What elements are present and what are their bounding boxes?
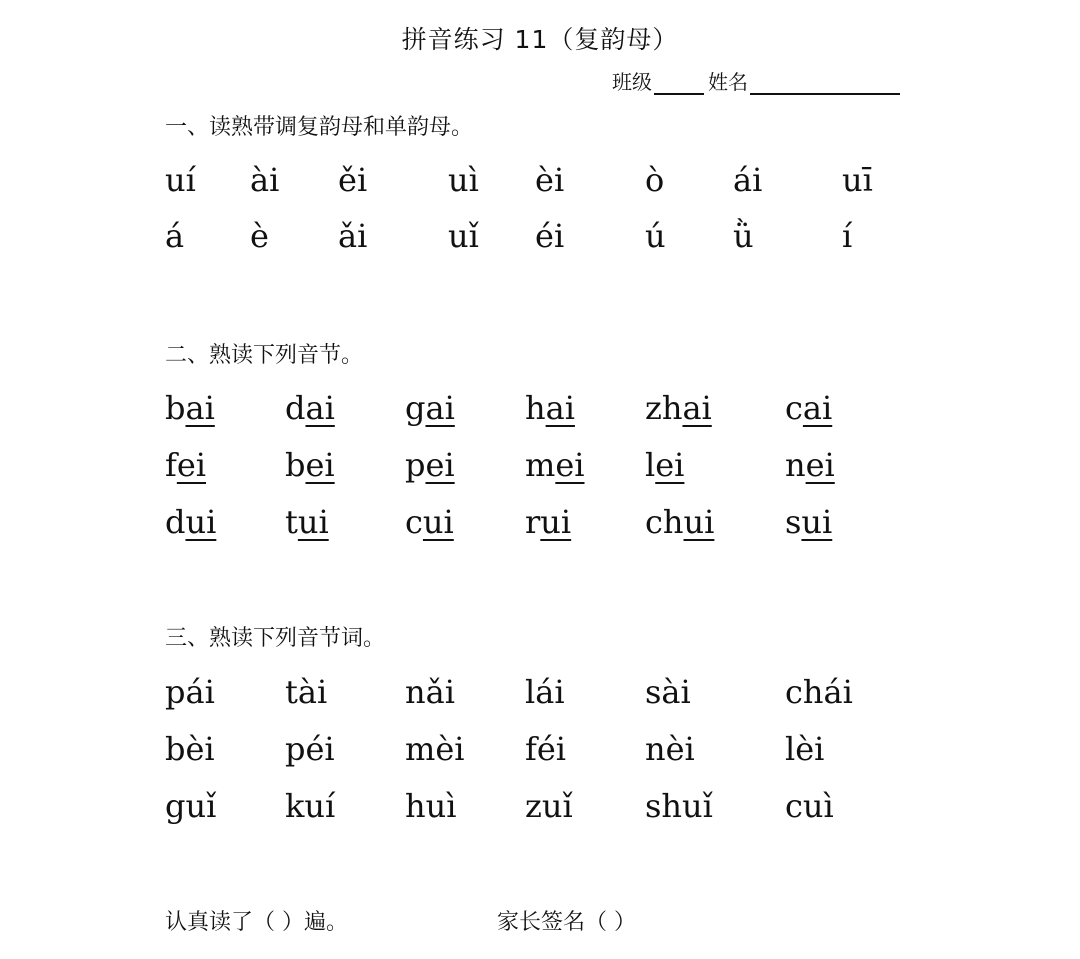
initial: f xyxy=(165,446,177,484)
student-info xyxy=(612,66,900,95)
pinyin-cell xyxy=(165,446,207,484)
initial: l xyxy=(645,446,656,484)
pinyin-cell xyxy=(405,446,455,484)
initial: ch xyxy=(645,503,684,541)
pinyin-cell xyxy=(405,503,454,541)
pinyin-cell: lái xyxy=(525,673,565,711)
final-underlined: ei xyxy=(176,446,207,484)
section-2-heading: 二、熟读下列音节。 xyxy=(165,343,364,368)
pinyin-cell xyxy=(525,503,572,541)
pinyin-cell: ú xyxy=(645,217,666,255)
pinyin-cell: ěi xyxy=(338,161,368,199)
pinyin-cell: shuǐ xyxy=(645,787,713,825)
pinyin-cell: è xyxy=(250,217,269,255)
pinyin-cell: á xyxy=(165,217,185,255)
pinyin-cell: zuǐ xyxy=(525,787,573,825)
pinyin-cell: tài xyxy=(285,673,328,711)
initial: s xyxy=(785,503,802,541)
final-underlined: ai xyxy=(682,389,712,427)
pinyin-cell xyxy=(785,446,835,484)
initial: n xyxy=(785,446,806,484)
final-underlined: ei xyxy=(305,446,335,484)
pinyin-cell: ò xyxy=(645,161,665,199)
pinyin-cell: guǐ xyxy=(165,787,217,825)
class-label: 班级 xyxy=(612,70,652,94)
pinyin-cell: ái xyxy=(733,161,763,199)
pinyin-cell: ài xyxy=(250,161,280,199)
final-underlined: ei xyxy=(555,446,585,484)
initial: d xyxy=(165,503,186,541)
final-underlined: ui xyxy=(297,503,329,541)
pinyin-cell: pái xyxy=(165,673,215,711)
pinyin-cell: í xyxy=(842,217,853,255)
pinyin-cell: péi xyxy=(285,730,335,768)
name-blank xyxy=(750,73,900,95)
page-title: 拼音练习 11（复韵母） xyxy=(401,25,679,54)
pinyin-cell xyxy=(785,503,833,541)
pinyin-cell: sài xyxy=(645,673,691,711)
pinyin-cell xyxy=(645,503,715,541)
pinyin-cell: ǜ xyxy=(733,217,754,255)
section-1-heading: 一、读熟带调复韵母和单韵母。 xyxy=(165,115,474,140)
pinyin-cell: kuí xyxy=(285,787,336,825)
initial: d xyxy=(285,389,306,427)
final-underlined: ui xyxy=(801,503,833,541)
initial: h xyxy=(525,389,546,427)
pinyin-cell xyxy=(525,389,575,427)
initial: b xyxy=(285,446,306,484)
read-times-line: 认真读了（ ）遍。 xyxy=(165,910,348,935)
pinyin-cell xyxy=(645,446,685,484)
pinyin-cell xyxy=(285,389,335,427)
initial: c xyxy=(405,503,423,541)
pinyin-cell: chái xyxy=(785,673,853,711)
pinyin-cell: mèi xyxy=(405,730,465,768)
pinyin-cell: uǐ xyxy=(448,217,479,255)
pinyin-cell: uí xyxy=(165,161,196,199)
class-blank xyxy=(654,73,704,95)
name-label: 姓名 xyxy=(708,70,748,94)
initial: t xyxy=(285,503,298,541)
initial: m xyxy=(525,446,556,484)
final-underlined: ai xyxy=(185,389,215,427)
final-underlined: ei xyxy=(805,446,835,484)
initial: r xyxy=(525,503,541,541)
pinyin-cell xyxy=(405,389,455,427)
pinyin-cell: bèi xyxy=(165,730,215,768)
final-underlined: ai xyxy=(545,389,575,427)
final-underlined: ui xyxy=(540,503,572,541)
pinyin-cell xyxy=(165,389,215,427)
final-underlined: ei xyxy=(425,446,455,484)
pinyin-cell: nǎi xyxy=(405,673,455,711)
pinyin-cell xyxy=(525,446,585,484)
section-3-heading: 三、熟读下列音节词。 xyxy=(165,626,386,651)
final-underlined: ui xyxy=(422,503,454,541)
initial: b xyxy=(165,389,186,427)
initial: p xyxy=(405,446,426,484)
parent-signature-line: 家长签名（ ） xyxy=(497,910,636,935)
final-underlined: ai xyxy=(305,389,335,427)
initial: zh xyxy=(645,389,683,427)
pinyin-cell: cuì xyxy=(785,787,834,825)
final-underlined: ei xyxy=(655,446,685,484)
final-underlined: ai xyxy=(425,389,455,427)
pinyin-cell xyxy=(285,503,329,541)
initial: c xyxy=(785,389,803,427)
pinyin-cell: uī xyxy=(842,161,873,199)
pinyin-cell: éi xyxy=(535,217,565,255)
final-underlined: ui xyxy=(185,503,217,541)
initial: g xyxy=(405,389,426,427)
pinyin-cell: féi xyxy=(525,730,567,768)
pinyin-cell: èi xyxy=(535,161,565,199)
pinyin-cell xyxy=(645,389,712,427)
final-underlined: ui xyxy=(683,503,715,541)
final-underlined: ai xyxy=(802,389,833,427)
pinyin-cell xyxy=(785,389,833,427)
pinyin-cell xyxy=(285,446,335,484)
pinyin-cell: nèi xyxy=(645,730,695,768)
pinyin-cell: huì xyxy=(405,787,457,825)
pinyin-cell: uì xyxy=(448,161,479,199)
pinyin-cell: ǎi xyxy=(338,217,368,255)
pinyin-cell: lèi xyxy=(785,730,825,768)
pinyin-cell xyxy=(165,503,217,541)
